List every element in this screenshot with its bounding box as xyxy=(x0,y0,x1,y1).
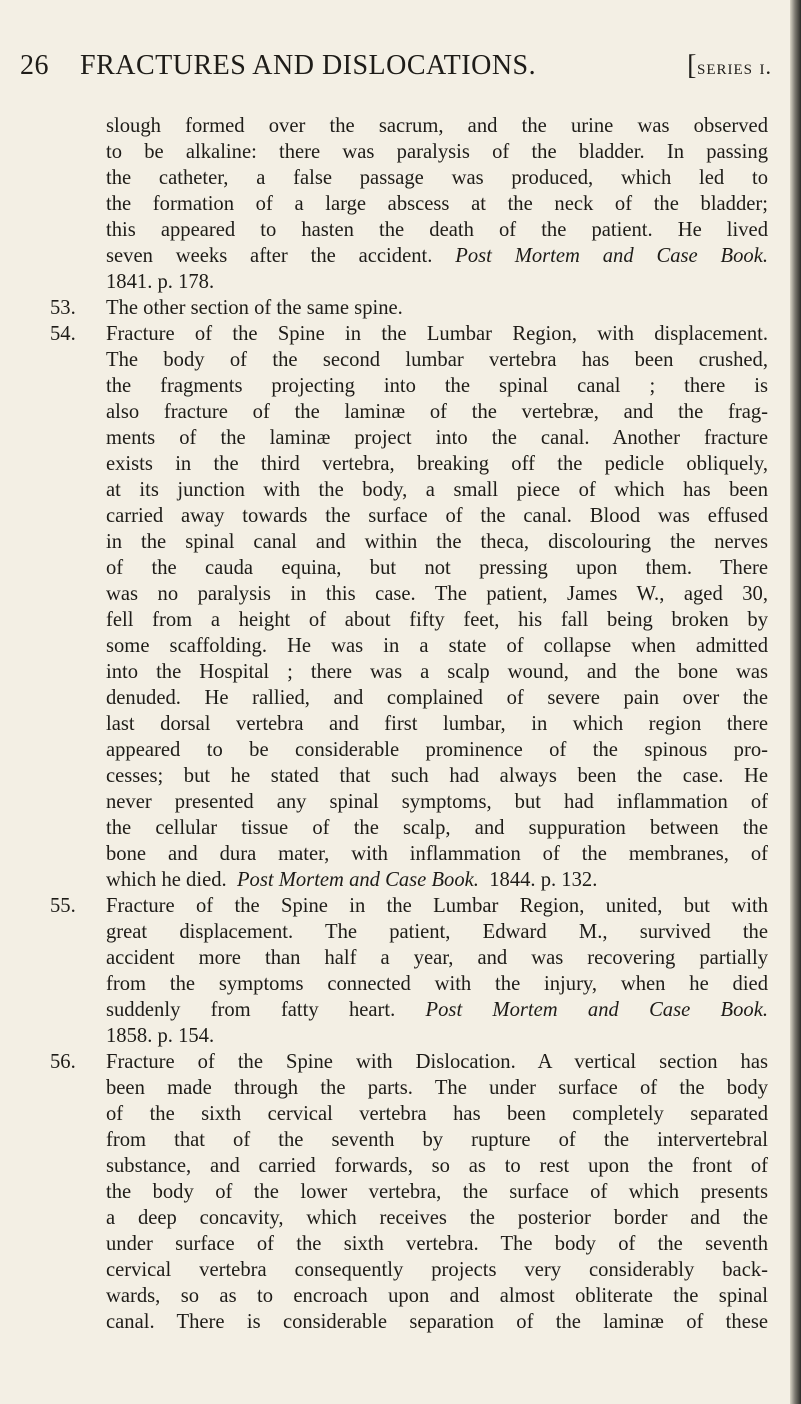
text-line: substance, and carried forwards, so as to rest upon the front of xyxy=(106,1155,768,1177)
text-line: carried away towards the surface of the canal. Blood was effused xyxy=(106,505,768,527)
reference-title: Post Mortem and Case Book. xyxy=(425,999,768,1021)
entry-55 xyxy=(50,893,768,1049)
text-line: last dorsal vertebra and first lumbar, in which region there xyxy=(106,713,768,735)
text-line: canal. There is considerable separation of the laminæ of these xyxy=(106,1311,768,1333)
text-line: the body of the lower vertebra, the surface of which presents xyxy=(106,1181,768,1203)
text-line: into the Hospital ; there was a scalp wound, and the bone was xyxy=(106,661,768,683)
text-line: from that of the seventh by rupture of the intervertebral xyxy=(106,1129,768,1151)
text-line: cesses; but he stated that such had always been the case. He xyxy=(106,765,768,787)
series-label xyxy=(687,50,772,82)
text-line: to be alkaline: there was paralysis of the bladder. In passing xyxy=(106,141,768,163)
text-line: accident more than half a year, and was recovering partially xyxy=(106,947,768,969)
page-edge-shadow xyxy=(790,0,801,1404)
text-line: fell from a height of about fifty feet, his fall being broken by xyxy=(106,609,768,631)
page-number: 26 xyxy=(20,50,49,81)
entry-53 xyxy=(50,295,768,321)
entry-54 xyxy=(50,321,768,893)
body-text xyxy=(50,113,768,1335)
text-line: suddenly from fatty heart. Post Mortem and Case Book. xyxy=(106,999,768,1021)
entry-number: 56. xyxy=(50,1051,76,1073)
series-bracket: [ xyxy=(687,50,697,81)
running-header xyxy=(20,50,772,90)
text-line: was no paralysis in this case. The patient, James W., aged 30, xyxy=(106,583,768,605)
text-line: in the spinal canal and within the theca, discolouring the nerves xyxy=(106,531,768,553)
text-line: of the cauda equina, but not pressing upon them. There xyxy=(106,557,768,579)
continuation-paragraph xyxy=(50,113,768,295)
text-line: cervical vertebra consequently projects very considerably back- xyxy=(106,1259,768,1281)
text-line: from the symptoms connected with the injury, when he died xyxy=(106,973,768,995)
entry-number: 53. xyxy=(50,297,76,319)
text-line: appeared to be considerable prominence of the spinous pro- xyxy=(106,739,768,761)
text-line: bone and dura mater, with inflammation of the membranes, of xyxy=(106,843,768,865)
text-line: The body of the second lumbar vertebra has been crushed, xyxy=(106,349,768,371)
text-line: ments of the laminæ project into the canal. Another fracture xyxy=(106,427,768,449)
reference-line: 1841. p. 178. xyxy=(106,271,215,293)
text-line: 56. Fracture of the Spine with Dislocation. A vertical section has xyxy=(50,1051,768,1073)
entry-number: 54. xyxy=(50,323,76,345)
text-line: under surface of the sixth vertebra. The body of the seventh xyxy=(106,1233,768,1255)
text-line: seven weeks after the accident. Post Mortem and Case Book. xyxy=(106,245,769,267)
text-line: the fragments projecting into the spinal canal ; there is xyxy=(106,375,768,397)
text-line: some scaffolding. He was in a state of collapse when admitted xyxy=(106,635,768,657)
running-title: FRACTURES AND DISLOCATIONS. xyxy=(80,50,537,81)
reference-title: Post Mortem and Case Book. xyxy=(236,869,479,891)
reference-line: 1858. p. 154. xyxy=(106,1025,215,1047)
text-line: been made through the parts. The under surface of the body xyxy=(106,1077,768,1099)
text-line: the formation of a large abscess at the neck of the bladder; xyxy=(106,193,768,215)
text-line: a deep concavity, which receives the posterior border and the xyxy=(106,1207,768,1229)
text-line: slough formed over the sacrum, and the urine was observed xyxy=(106,115,768,137)
text-line: also fracture of the laminæ of the vertebræ, and the frag- xyxy=(106,401,768,423)
text-line: wards, so as to encroach upon and almost obliterate the spinal xyxy=(106,1285,768,1307)
series-text: series i. xyxy=(696,54,772,79)
text-line: 53. The other section of the same spine. xyxy=(50,297,403,319)
text-line: this appeared to hasten the death of the patient. He lived xyxy=(106,219,768,241)
entry-number: 55. xyxy=(50,895,76,917)
text-line: never presented any spinal symptoms, but had inflammation of xyxy=(106,791,768,813)
text-line: the catheter, a false passage was produced, which led to xyxy=(106,167,768,189)
text-line: 54. Fracture of the Spine in the Lumbar Region, with displacement. xyxy=(50,323,768,345)
entry-56 xyxy=(50,1049,768,1335)
reference-line: 1844. p. 132. xyxy=(489,869,598,891)
text-line: at its junction with the body, a small piece of which has been xyxy=(106,479,768,501)
text-line: the cellular tissue of the scalp, and suppuration between the xyxy=(106,817,768,839)
text-line: great displacement. The patient, Edward M., survived the xyxy=(106,921,768,943)
text-line: exists in the third vertebra, breaking off the pedicle obliquely, xyxy=(106,453,768,475)
text-line: of the sixth cervical vertebra has been completely separated xyxy=(106,1103,768,1125)
reference-title: Post Mortem and Case Book. xyxy=(455,245,769,267)
text-line: 55. Fracture of the Spine in the Lumbar Region, united, but with xyxy=(50,895,768,917)
text-line: which he died. Post Mortem and Case Book. 1844. p. 132. xyxy=(106,869,598,891)
text-line: denuded. He rallied, and complained of severe pain over the xyxy=(106,687,768,709)
